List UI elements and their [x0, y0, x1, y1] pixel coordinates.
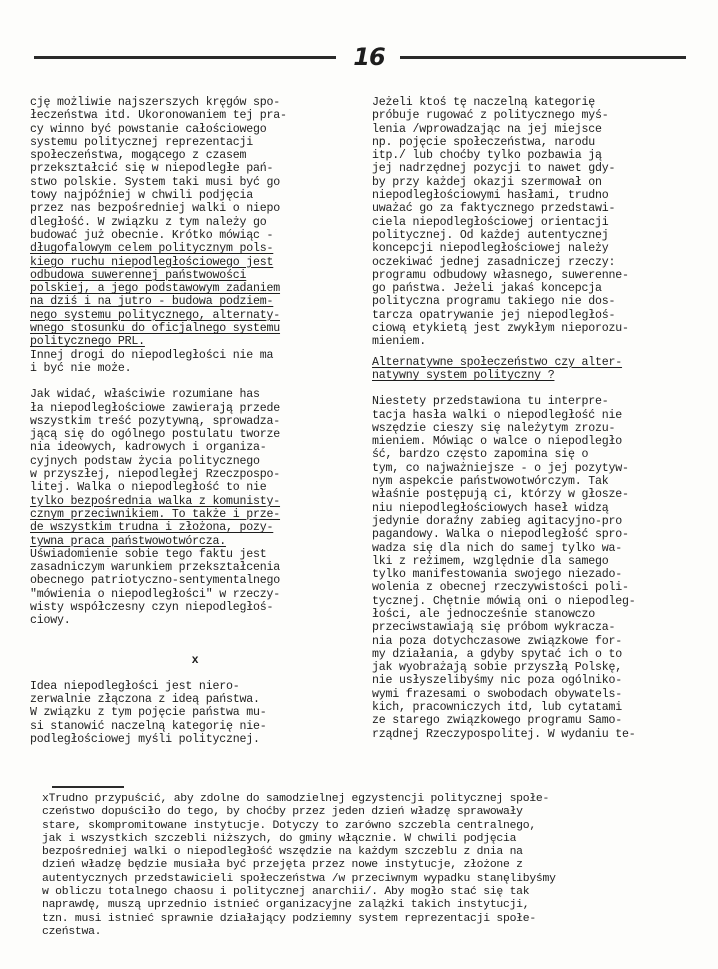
text-line: zasadniczym warunkiem przekształcenia: [30, 561, 281, 575]
text-line: jącą się do ogólnego postulatu tworze: [30, 428, 281, 442]
text-line: mieniem.: [372, 335, 427, 349]
text-line: tym, co najważniejsze - o jej pozytyw-: [372, 461, 629, 475]
text-line: Idea niepodległości jest niero-: [30, 679, 240, 693]
text-line: W związku z tym pojęcie państwa mu-: [30, 706, 267, 720]
text-line: go państwa. Jeżeli jakaś koncepcja: [372, 282, 602, 296]
text-line: cy winno być powstanie całościowego: [30, 122, 267, 136]
underlined-line: nego systemu politycznego, alternaty-: [30, 308, 281, 322]
text-line: jak wyobrażają sobie przyszłą Polskę,: [372, 661, 623, 675]
text-line: tarcza opatrywanie jej niepodległoś-: [372, 308, 616, 322]
underlined-line: długofalowym celem politycznym pols-: [30, 242, 274, 256]
text-line: wolenia z obecnej rzeczywistości poli-: [372, 581, 629, 595]
text-line: wszędzie cieszy się należytym zrozu-: [372, 421, 616, 435]
text-line: pagandowy. Walka o niepodległość spro-: [372, 528, 629, 542]
text-line: kich, pracowniczych itd, lub cytatami: [372, 701, 623, 715]
text-line: Innej drogi do niepodległości nie ma: [30, 348, 274, 362]
left-column: [30, 96, 360, 746]
section-separator: x: [191, 653, 199, 667]
text-line: Jeżeli ktoś tę naczelną kategorię: [372, 96, 595, 109]
footnote-line: bezpośredniej walki o niepodległość wszędzie na każdym szczeblu z dnia na: [42, 846, 523, 859]
text-line: i być nie może.: [30, 361, 132, 375]
text-line: cję możliwie najszerszych kręgów spo-: [30, 96, 281, 109]
text-line: np. pojęcie społeczeństwa, narodu: [372, 135, 595, 149]
text-line: lki z reżimem, względnie dla samego: [372, 554, 609, 568]
text-line: by przy każdej okazji szermował on: [372, 175, 602, 189]
text-line: tylko manifestowania swojego niezado-: [372, 568, 623, 582]
left-paragraph-2: [30, 388, 360, 627]
text-line: jej nadrzędnej pozycji to nawet gdy-: [372, 162, 616, 176]
text-line: właśnie postępują ci, którzy w głosze-: [372, 488, 629, 502]
text-line: politycznej. Od każdej autentycznej: [372, 228, 609, 242]
text-line: koncepcji niepodległościowej należy: [372, 242, 609, 256]
text-line: łeczeństwa itd. Ukoronowaniem tej pra-: [30, 109, 287, 123]
text-line: ze starego związkowego programu Samo-: [372, 714, 623, 728]
text-line: Uświadomienie sobie tego faktu jest: [30, 547, 267, 561]
section-heading: [372, 356, 684, 383]
underlined-line: tywna praca państwowotwórcza.: [30, 534, 226, 548]
text-line: itp./ lub choćby tylko pozbawia ją: [372, 149, 602, 163]
text-line: mieniem. Mówiąc o walce o niepodległo: [372, 435, 623, 449]
text-line: tacja hasła walki o niepodległość nie: [372, 408, 623, 422]
text-line: zerwalnie złączona z ideą państwa.: [30, 693, 260, 707]
text-line: ciela niepodległościowej orientacji: [372, 215, 609, 229]
underlined-line: wnego stosunku do oficjalnego systemu: [30, 322, 281, 336]
text-line: Niestety przedstawiona tu interpre-: [372, 395, 609, 409]
footnote: [42, 793, 672, 939]
text-line: oczekiwać jednej zasadniczej rzeczy:: [372, 255, 616, 269]
page-number: 16: [353, 43, 385, 71]
text-line: nia ideowych, kadrowych i organiza-: [30, 441, 267, 455]
text-line: wisty współczesny czyn niepodległoś-: [30, 600, 274, 614]
footnote-line: czeństwa.: [42, 925, 102, 938]
underlined-line: cznym przeciwnikiem. To także i prze-: [30, 507, 281, 521]
underlined-line: polskiej, a jego podstawowym zadaniem: [30, 282, 281, 296]
underlined-line: na dziś i na jutro - budowa podziem-: [30, 295, 274, 309]
text-line: Jak widać, właściwie rozumiane has: [30, 388, 260, 402]
footnote-line: czeństwo dopuściło do tego, by choćby przez jeden dzień władzę sprawowały: [42, 806, 523, 819]
footnote-line: naprawdę, muszą uprzednio istnieć organizacyjne zalążki takich instytucji,: [42, 899, 530, 912]
underlined-line: tylko bezpośrednia walka z komunisty-: [30, 494, 281, 508]
text-line: polityczna programu takiego nie dos-: [372, 295, 616, 309]
text-line: si stanowić naczelną kategorię nie-: [30, 719, 267, 733]
text-line: ciowy.: [30, 614, 71, 628]
underlined-line: de wszystkim trudna i złożona, pozy-: [30, 521, 274, 535]
right-column: [372, 96, 684, 741]
footnote-line: stare, skompromitowane instytucje. Dotyczy to zarówno szczebla centralnego,: [42, 819, 536, 832]
footnote-line: jak i wszystkich szczebli niższych, do gminy włącznie. W chwili podjęcia: [42, 832, 517, 845]
text-line: "mówienia o niepodległości" w rzeczy-: [30, 587, 281, 601]
text-line: programu odbudowy własnego, suwerenne-: [372, 268, 629, 282]
footnote-rule: [52, 786, 124, 788]
text-line: ciową etykietą jest zwykłym nieporozu-: [372, 322, 629, 336]
right-paragraph-2: [372, 395, 684, 741]
footnote-line: tzn. musi istnieć sprawnie działający podziemny system reprezentacji społe-: [42, 912, 536, 925]
footnote-line: autentycznych przedstawicieli społeczeństwa /w przeciwnym wypadku stanęlibyśmy: [42, 872, 556, 885]
text-line: rządnej Rzeczypospolitej. W wydaniu te-: [372, 727, 636, 741]
heading-line: natywny system polityczny ?: [372, 368, 555, 382]
text-line: litej. Walka o niepodległość to nie: [30, 481, 267, 495]
underlined-line: kiego ruchu niepodległościowego jest: [30, 255, 274, 269]
text-line: wymi frazesami o swobodach obywatels-: [372, 687, 623, 701]
text-line: ść, bardzo często zapomina się o: [372, 448, 589, 462]
text-line: uważać go za faktycznego przedstawi-: [372, 202, 616, 216]
left-paragraph-3: [30, 680, 360, 746]
text-line: systemu politycznej reprezentacji: [30, 135, 253, 149]
header-rule-right: [400, 56, 686, 59]
underlined-line: odbudowa suwerennej państwowości: [30, 268, 247, 282]
footnote-line: w obliczu totalnego chaosu i politycznej anarchii/. Aby mogło stać się tak: [42, 886, 530, 899]
text-line: lenia /wprowadzając na jej miejsce: [372, 122, 602, 136]
text-line: my działania, a gdyby spytać ich o to: [372, 647, 623, 661]
text-line: tycznej. Chętnie mówią oni o niepodleg-: [372, 594, 636, 608]
right-paragraph-1: [372, 96, 684, 349]
footnote-line: dzień władzę będzie musiała być przejęta przez nowe instytucje, złożone z: [42, 859, 523, 872]
text-line: przekształcić się w niepodległe pań-: [30, 162, 274, 176]
text-line: nie usłyszelibyśmy nic poza ogólniko-: [372, 674, 623, 688]
text-line: ła niepodległościowe zawierają przede: [30, 401, 281, 415]
text-line: niu niepodległościowych haseł widzą: [372, 501, 609, 515]
text-line: wszystkim treść pozytywną, sprowadza-: [30, 414, 281, 428]
text-line: podległościowej myśli politycznej.: [30, 733, 260, 747]
text-line: cyjnych podstaw życia politycznego: [30, 454, 260, 468]
text-line: obecnego patriotyczno-sentymentalnego: [30, 574, 281, 588]
text-line: nym aspekcie państwowotwórczym. Tak: [372, 475, 609, 489]
text-line: jedynie doraźny zabieg agitacyjno-pro: [372, 514, 623, 528]
text-line: próbuje rugować z politycznego myś-: [372, 109, 609, 123]
text-line: budować już obecnie. Krótko mówiąc -: [30, 228, 274, 242]
text-line: w przyszłej, niepodległej Rzeczpospo-: [30, 468, 281, 482]
text-line: wadza się dla nich do samej tylko wa-: [372, 541, 623, 555]
heading-line: Alternatywne społeczeństwo czy alter-: [372, 355, 623, 369]
underlined-line: politycznego PRL.: [30, 335, 145, 349]
text-line: społeczeństwa, mogącego z czasem: [30, 149, 247, 163]
text-line: dległość. W związku z tym należy go: [30, 215, 267, 229]
text-line: łości, ale jednocześnie stanowczo: [372, 607, 595, 621]
header-rule-left: [34, 56, 336, 59]
footnote-line: xTrudno przypuścić, aby zdolne do samodzielnej egzystencji politycznej społe-: [42, 793, 550, 805]
text-line: stwo polskie. System taki musi być go: [30, 175, 281, 189]
text-line: niepodległościowymi hasłami, trudno: [372, 189, 609, 203]
left-paragraph-1: [30, 96, 360, 375]
text-line: przez nas bezpośredniej walki o niepo: [30, 202, 281, 216]
text-line: przeciwstawiają się próbom wykracza-: [372, 621, 616, 635]
text-line: towy najpóźniej w chwili podjęcia: [30, 189, 253, 203]
text-line: nia poza dotychczasowe związkowe for-: [372, 634, 623, 648]
